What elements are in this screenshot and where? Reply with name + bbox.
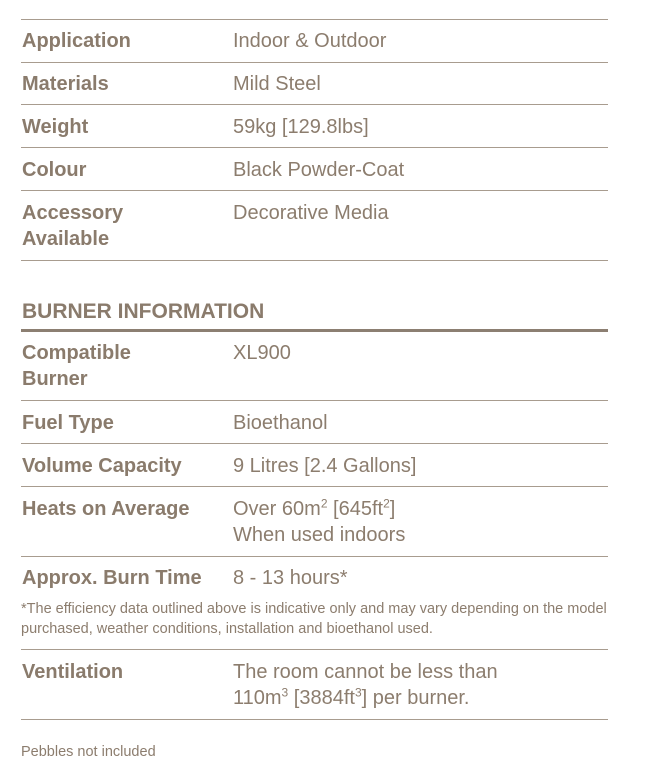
ventilation-text: ] per burner. (361, 687, 470, 709)
table-divider (21, 147, 608, 148)
spec-label-weight: Weight (22, 116, 89, 138)
spec-label-fuel-type: Fuel Type (22, 412, 114, 434)
table-divider (21, 556, 608, 557)
spec-label-application: Application (22, 30, 131, 52)
ventilation-text: 110m (233, 687, 282, 709)
spec-label-burn-time: Approx. Burn Time (22, 567, 202, 589)
heats-value-line2: When used indoors (233, 524, 406, 546)
table-divider (21, 190, 608, 191)
spec-label-compatible-burner: Compatible Burner (22, 342, 131, 390)
section-heading-burner: BURNER INFORMATION (22, 300, 265, 323)
table-divider (21, 400, 608, 401)
footer-note: Pebbles not included (21, 744, 156, 760)
spec-value-volume-capacity: 9 Litres [2.4 Gallons] (233, 455, 417, 477)
spec-value-accessory: Decorative Media (233, 202, 389, 224)
table-divider (21, 719, 608, 720)
spec-label-accessory: Accessory Available (22, 202, 124, 250)
table-divider (21, 62, 608, 63)
spec-value-materials: Mild Steel (233, 73, 321, 95)
heats-value-text: [645ft (327, 498, 384, 520)
heats-value-text: Over 60m (233, 498, 321, 520)
spec-value-burn-time: 8 - 13 hours* (233, 567, 348, 589)
table-divider (21, 649, 608, 650)
spec-label-volume-capacity: Volume Capacity (22, 455, 182, 477)
ventilation-line1: The room cannot be less than (233, 661, 498, 683)
spec-value-weight: 59kg [129.8lbs] (233, 116, 369, 138)
superscript: 3 (354, 685, 362, 700)
spec-label-heats-on-average: Heats on Average (22, 498, 190, 520)
efficiency-disclaimer: *The efficiency data outlined above is indicative only and may vary depending on the model purchased, weather conditions, installation and bioethanol used. (21, 601, 607, 637)
table-divider (21, 19, 608, 20)
spec-label-materials: Materials (22, 73, 109, 95)
superscript: 2 (383, 496, 390, 511)
spec-value-compatible-burner: XL900 (233, 342, 291, 364)
spec-label-colour: Colour (22, 159, 87, 181)
spec-value-heats-on-average (233, 496, 405, 548)
spec-value-application: Indoor & Outdoor (233, 30, 387, 52)
table-divider (21, 486, 608, 487)
section-heading-rule (21, 329, 608, 332)
spec-value-fuel-type: Bioethanol (233, 412, 328, 434)
heats-value-text: ] (389, 498, 396, 520)
spec-value-ventilation (233, 659, 498, 711)
table-divider (21, 104, 608, 105)
spec-label-ventilation: Ventilation (22, 661, 124, 683)
ventilation-text: [3884ft (288, 687, 355, 709)
superscript: 3 (281, 685, 289, 700)
superscript: 2 (320, 496, 328, 511)
table-divider (21, 443, 608, 444)
table-divider (21, 260, 608, 261)
spec-value-colour: Black Powder-Coat (233, 159, 405, 181)
